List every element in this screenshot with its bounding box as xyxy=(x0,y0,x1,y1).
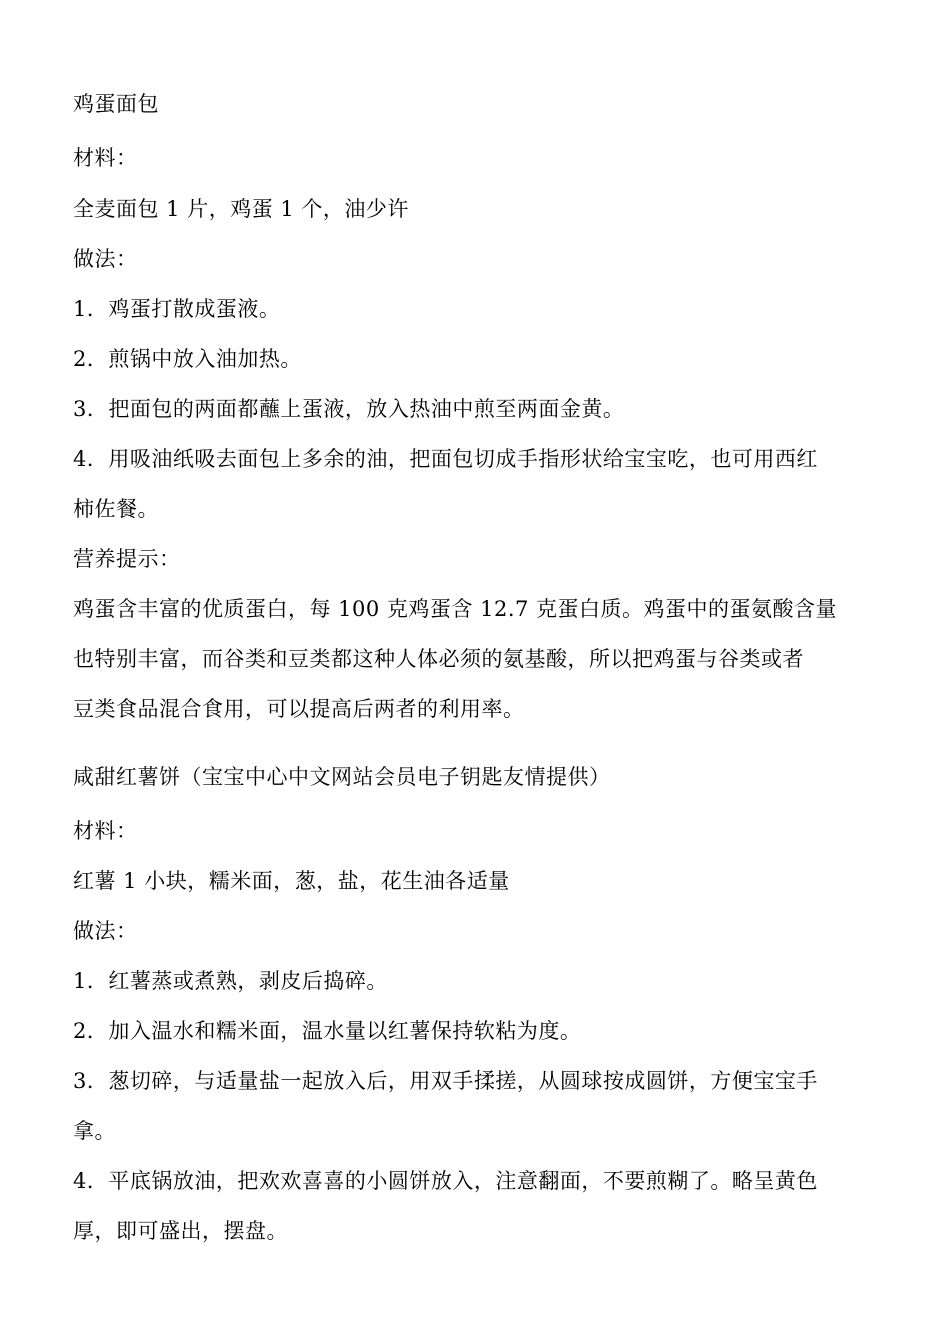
recipe1-nutrition-line-2: 也特别丰富，而谷类和豆类都这种人体必须的氨基酸，所以把鸡蛋与谷类或者 xyxy=(73,647,804,671)
recipe2-step-1: 1．红薯蒸或煮熟，剥皮后捣碎。 xyxy=(73,969,388,993)
recipe1-nutrition-line-1: 鸡蛋含丰富的优质蛋白，每 100 克鸡蛋含 12.7 克蛋白质。鸡蛋中的蛋氨酸含量 xyxy=(73,597,838,621)
recipe1-title: 鸡蛋面包 xyxy=(73,92,159,116)
recipe1-materials: 全麦面包 1 片，鸡蛋 1 个，油少许 xyxy=(73,197,409,221)
recipe2-materials: 红薯 1 小块，糯米面，葱，盐，花生油各适量 xyxy=(73,869,510,893)
recipe2-title: 咸甜红薯饼（宝宝中心中文网站会员电子钥匙友情提供） xyxy=(73,765,611,789)
recipe1-materials-heading: 材料： xyxy=(73,146,138,170)
recipe1-step-1: 1．鸡蛋打散成蛋液。 xyxy=(73,297,281,321)
recipe2-method-heading: 做法： xyxy=(73,919,138,943)
recipe2-step-3: 3．葱切碎，与适量盐一起放入后，用双手揉搓，从圆球按成圆饼，方便宝宝手 xyxy=(73,1069,818,1093)
recipe2-step-2: 2．加入温水和糯米面，温水量以红薯保持软粘为度。 xyxy=(73,1019,582,1043)
recipe1-nutrition-heading: 营养提示： xyxy=(73,547,181,571)
recipe1-method-heading: 做法： xyxy=(73,247,138,271)
recipe1-step-2: 2．煎锅中放入油加热。 xyxy=(73,347,302,371)
recipe1-step-4-cont: 柿佐餐。 xyxy=(73,497,159,521)
recipe2-step-4: 4．平底锅放油，把欢欢喜喜的小圆饼放入，注意翻面，不要煎糊了。略呈黄色 xyxy=(73,1169,818,1193)
recipe2-step-4-cont: 厚，即可盛出，摆盘。 xyxy=(73,1219,288,1243)
recipe1-nutrition-line-3: 豆类食品混合食用，可以提高后两者的利用率。 xyxy=(73,697,525,721)
recipe2-materials-heading: 材料： xyxy=(73,819,138,843)
recipe1-step-4: 4．用吸油纸吸去面包上多余的油，把面包切成手指形状给宝宝吃，也可用西红 xyxy=(73,447,818,471)
recipe2-step-3-cont: 拿。 xyxy=(73,1119,116,1143)
recipe1-step-3: 3．把面包的两面都蘸上蛋液，放入热油中煎至两面金黄。 xyxy=(73,397,625,421)
